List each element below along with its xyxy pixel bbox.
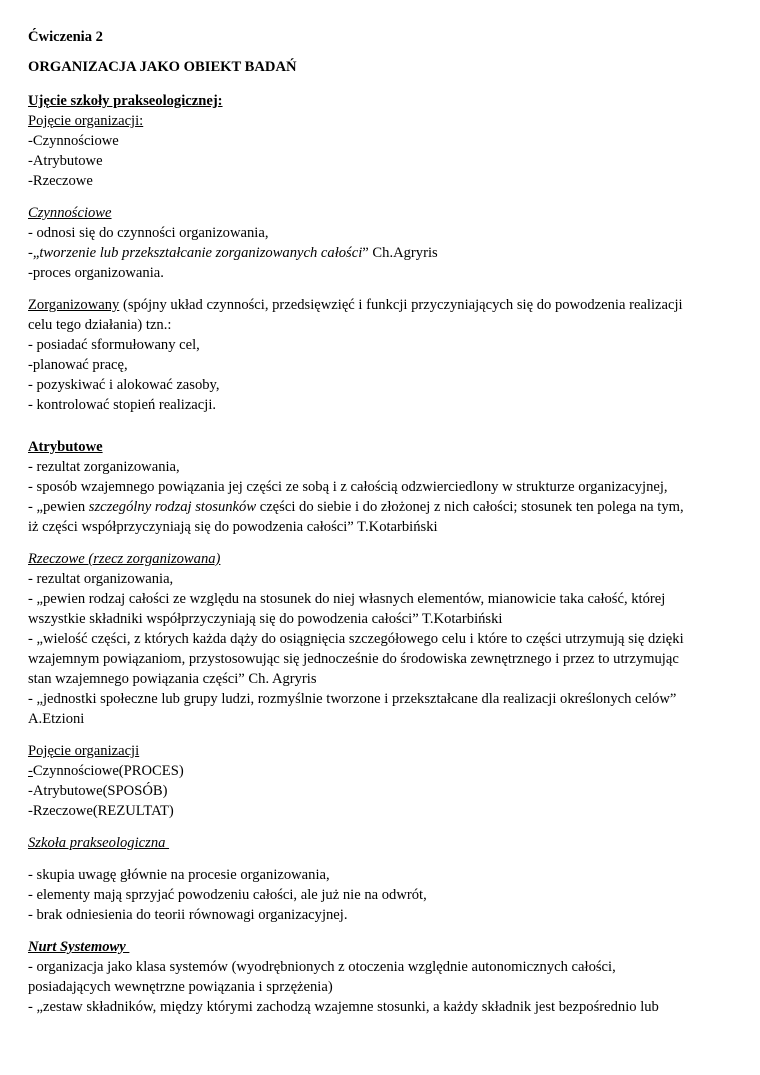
attribute-heading: Atrybutowe: [28, 439, 103, 455]
text-line: - organizacja jako klasa systemów (wyodrębnionych z otoczenia względnie autonomicznych całości,: [28, 959, 616, 975]
text-line: - „wielość części, z których każda dąży do osiągnięcia szczegółowego celu i które to części utrzymują się dzięki: [28, 631, 684, 647]
praxeology-school-heading: Szkoła prakseologiczna: [28, 835, 170, 851]
list-item: - sposób wzajemnego powiązania jej części ze sobą i z całością odzwierciedlony w strukturze organizacyjnej,: [28, 479, 668, 495]
list-item: - pozyskiwać i alokować zasoby,: [28, 377, 220, 393]
quote-text: części do siebie i do złożonej z nich całości; stosunek ten polega na tym,: [256, 499, 684, 515]
list-item: - brak odniesienia do teorii równowagi organizacyjnej.: [28, 907, 348, 923]
list-item: -planować pracę,: [28, 357, 128, 373]
attribute-section: [28, 437, 728, 537]
activity-heading: Czynnościowe: [28, 205, 112, 221]
quote-emphasis: szczególny rodzaj stosunków: [88, 499, 257, 515]
document-page: [28, 27, 728, 1017]
document-title: Ćwiczenia 2: [28, 29, 103, 45]
list-item: -Atrybutowe(SPOSÓB): [28, 783, 168, 799]
quote-text: tworzenie lub przekształcanie zorganizowanych całości: [39, 245, 363, 261]
organized-section: [28, 295, 728, 415]
list-item: -Rzeczowe: [28, 173, 93, 189]
text-line: - „zestaw składników, między którymi zachodzą wzajemne stosunki, a każdy składnik jest bezpośrednio lub: [28, 999, 659, 1015]
list-item: - rezultat zorganizowania,: [28, 459, 180, 475]
praxeology-section: [28, 91, 728, 191]
list-item: -Czynnościowe: [28, 133, 119, 149]
list-item: - elementy mają sprzyjać powodzeniu całości, ale już nie na odwrót,: [28, 887, 427, 903]
quote-author: ” Ch.Agryris: [362, 245, 438, 261]
material-section: [28, 549, 728, 729]
text-line: - „jednostki społeczne lub grupy ludzi, rozmyślnie tworzone i przekształcane dla realizacji określonych celów”: [28, 691, 677, 707]
list-dash: -: [28, 763, 33, 779]
list-item: - skupia uwagę głównie na procesie organizowania,: [28, 867, 330, 883]
definition-continuation: celu tego działania) tzn.:: [28, 317, 172, 333]
quote-line: [28, 243, 728, 263]
organized-term: Zorganizowany: [28, 297, 120, 313]
text-line: posiadających wewnętrzne powiązania i sprzężenia): [28, 979, 333, 995]
list-item: -Atrybutowe: [28, 153, 103, 169]
list-item: - posiadać sformułowany cel,: [28, 337, 200, 353]
material-heading: Rzeczowe (rzecz zorganizowana): [28, 551, 221, 567]
text-line: - „pewien rodzaj całości ze względu na stosunek do niej własnych elementów, mianowicie taka całość, której: [28, 591, 666, 607]
text-line: stan wzajemnego powiązania części” Ch. Agryris: [28, 671, 317, 687]
text-line: A.Etzioni: [28, 711, 85, 727]
concept-summary-heading: Pojęcie organizacji: [28, 743, 140, 759]
list-item: -Rzeczowe(REZULTAT): [28, 803, 174, 819]
praxeology-heading: Ujęcie szkoły prakseologicznej:: [28, 93, 223, 109]
list-item: - kontrolować stopień realizacji.: [28, 397, 217, 413]
text-line: - rezultat organizowania,: [28, 571, 174, 587]
list-item: [28, 761, 728, 781]
activity-section: [28, 203, 728, 283]
systems-section: [28, 937, 728, 1017]
section-heading: ORGANIZACJA JAKO OBIEKT BADAŃ: [28, 59, 297, 75]
text-line: wzajemnym powiązaniom, przystosowując się jednocześnie do środowiska zewnętrznego i przez to utrzymując: [28, 651, 679, 667]
organization-concept-label: Pojęcie organizacji:: [28, 113, 144, 129]
quote-prefix: - „pewien: [28, 499, 89, 515]
definition-line: [28, 295, 728, 315]
quote-line: [28, 497, 728, 517]
systems-heading: Nurt Systemowy: [28, 939, 130, 955]
concept-summary-section: [28, 741, 728, 821]
praxeology-school-section: [28, 833, 728, 925]
quote-continuation: iż części współprzyczyniają się do powodzenia całości” T.Kotarbiński: [28, 519, 438, 535]
definition-text: (spójny układ czynności, przedsięwzięć i funkcji przyczyniających się do powodzenia realizacji: [119, 297, 683, 313]
quote-prefix: -„: [28, 245, 40, 261]
list-item-text: Czynnościowe(PROCES): [32, 763, 184, 779]
text-line: wszystkie składniki współprzyczyniają się do powodzenia całości” T.Kotarbiński: [28, 611, 503, 627]
list-item: - odnosi się do czynności organizowania,: [28, 225, 269, 241]
list-item: -proces organizowania.: [28, 265, 164, 281]
